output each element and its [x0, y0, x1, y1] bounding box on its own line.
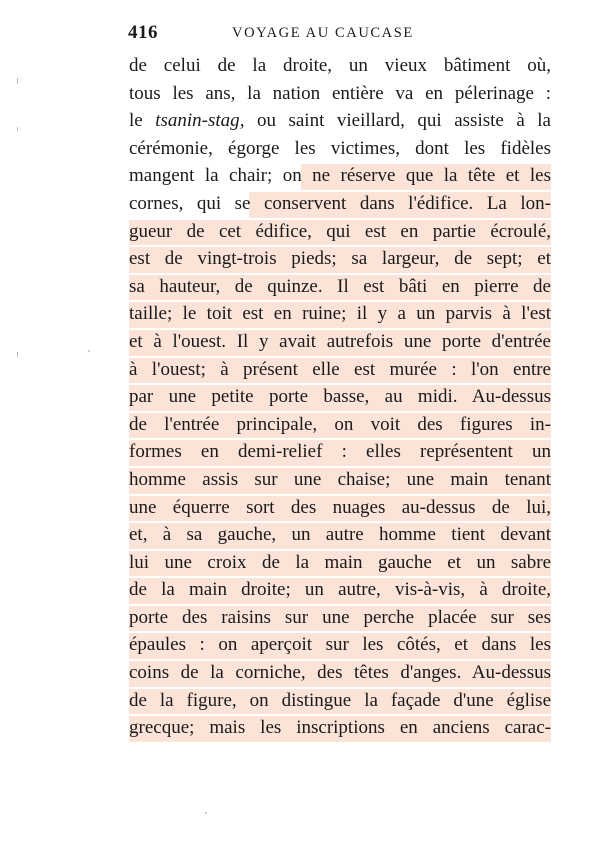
- text-line-highlighted: une équerre sort des nuages au-dessus de lui,: [129, 494, 551, 522]
- text-line-highlighted: à l'ouest; à présent elle est murée : l'on entre: [129, 356, 551, 384]
- text-line-highlighted: taille; le toit est en ruine; il y a un parvis à l'est: [129, 300, 551, 328]
- text-line-highlighted: lui une croix de la main gauche et un sabre: [129, 549, 551, 577]
- text-line-highlighted: et, à sa gauche, un autre homme tient devant: [129, 521, 551, 549]
- text-line-highlighted: de l'entrée principale, on voit des figures in-: [129, 411, 551, 439]
- text-line-highlighted: est de vingt-trois pieds; sa largeur, de sept; et: [129, 245, 551, 273]
- text-line-highlighted: épaules : on aperçoit sur les côtés, et dans les: [129, 631, 551, 659]
- scan-edge-mark: [17, 78, 18, 84]
- text-line: mangent la chair; on ne réserve que la tête et les: [129, 162, 551, 190]
- text-line-highlighted: de la main droite; un autre, vis-à-vis, à droite,: [129, 576, 551, 604]
- text-line-highlighted: porte des raisins sur une perche placée sur ses: [129, 604, 551, 632]
- italic-term: tsanin-stag: [155, 110, 240, 132]
- text-line: le tsanin-stag, ou saint vieillard, qui assiste à la: [129, 110, 551, 132]
- scan-edge-mark: [17, 127, 18, 131]
- body-text: [129, 52, 551, 742]
- scan-speck: [205, 812, 207, 814]
- text-line-highlighted: par une petite porte basse, au midi. Au-dessus: [129, 383, 551, 411]
- text-line-highlighted: gueur de cet édifice, qui est en partie écroulé,: [129, 218, 551, 246]
- running-title: VOYAGE AU CAUCASE: [232, 25, 414, 41]
- text-line-highlighted: homme assis sur une chaise; une main tenant: [129, 466, 551, 494]
- text-line-highlighted: et à l'ouest. Il y avait autrefois une porte d'entrée: [129, 328, 551, 356]
- text-line-highlighted: grecque; mais les inscriptions en anciens carac-: [129, 714, 551, 742]
- text-line: tous les ans, la nation entière va en pélerinage :: [129, 82, 551, 104]
- text-line-highlighted: coins de la corniche, des têtes d'anges. Au-dessus: [129, 659, 551, 687]
- scan-edge-mark: [17, 352, 18, 357]
- text-line-highlighted: de la figure, on distingue la façade d'une église: [129, 687, 551, 715]
- page-number: 416: [128, 22, 158, 43]
- text-line: cornes, qui se conservent dans l'édifice. La lon-: [129, 190, 551, 218]
- text-line: de celui de la droite, un vieux bâtiment où,: [129, 55, 551, 76]
- running-head: [128, 22, 558, 46]
- text-line-highlighted: sa hauteur, de quinze. Il est bâti en pierre de: [129, 273, 551, 301]
- text-line: cérémonie, égorge les victimes, dont les fidèles: [129, 137, 551, 159]
- text-line-highlighted: formes en demi-relief : elles représentent un: [129, 438, 551, 466]
- scan-speck: [88, 350, 90, 352]
